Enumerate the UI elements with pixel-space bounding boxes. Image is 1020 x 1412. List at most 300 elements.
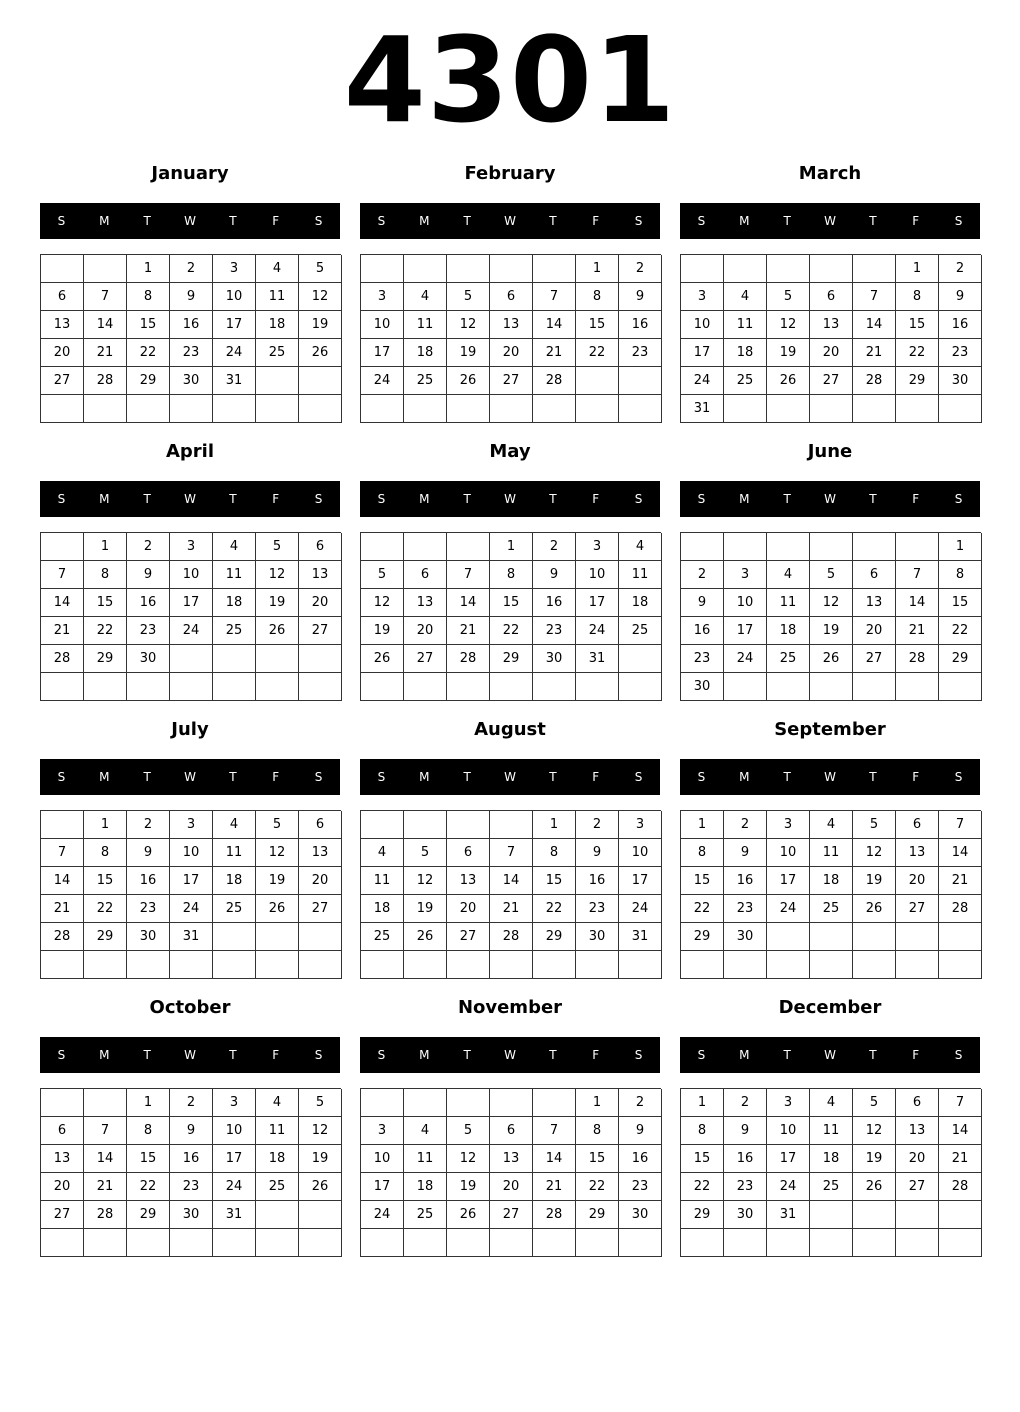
- weekday-label: W: [824, 214, 836, 228]
- day-cell: 3: [213, 255, 256, 283]
- day-cell: 22: [490, 617, 533, 645]
- day-cell: 10: [681, 311, 724, 339]
- day-cell: 6: [896, 1089, 939, 1117]
- day-cell: 25: [256, 339, 299, 367]
- empty-day-cell: [896, 673, 939, 701]
- empty-day-cell: [853, 533, 896, 561]
- empty-day-cell: [853, 951, 896, 979]
- day-cell: 11: [810, 839, 853, 867]
- day-cell: 9: [724, 1117, 767, 1145]
- empty-day-cell: [853, 1229, 896, 1257]
- weekday-header: [40, 759, 340, 795]
- weekday-label: M: [99, 1048, 110, 1062]
- weekday-label: T: [229, 492, 237, 506]
- day-cell: 1: [939, 533, 982, 561]
- day-cell: 17: [724, 617, 767, 645]
- day-cell: 4: [619, 533, 662, 561]
- empty-day-cell: [447, 395, 490, 423]
- day-cell: 9: [576, 839, 619, 867]
- day-cell: 28: [939, 895, 982, 923]
- day-cell: 30: [681, 673, 724, 701]
- day-cell: 7: [84, 1117, 127, 1145]
- weekday-label: M: [739, 214, 750, 228]
- day-cell: 24: [619, 895, 662, 923]
- weekday-label: M: [419, 770, 430, 784]
- weekday-label: F: [592, 214, 600, 228]
- weekday-label: T: [463, 214, 471, 228]
- day-cell: 24: [724, 645, 767, 673]
- month-name: January: [151, 163, 229, 184]
- day-cell: 18: [810, 1145, 853, 1173]
- day-cell: 31: [619, 923, 662, 951]
- day-cell: 25: [404, 367, 447, 395]
- day-cell: 23: [619, 1173, 662, 1201]
- day-cell: 15: [127, 311, 170, 339]
- day-cell: 6: [853, 561, 896, 589]
- day-cell: 29: [84, 645, 127, 673]
- empty-day-cell: [256, 1229, 299, 1257]
- day-cell: 11: [767, 589, 810, 617]
- day-cell: 2: [576, 811, 619, 839]
- day-cell: 14: [533, 1145, 576, 1173]
- weekday-label: F: [912, 492, 920, 506]
- day-cell: 9: [619, 283, 662, 311]
- weekday-label: W: [184, 492, 196, 506]
- day-cell: 2: [681, 561, 724, 589]
- month-april: [40, 438, 340, 710]
- day-cell: 10: [767, 839, 810, 867]
- weekday-label: W: [824, 492, 836, 506]
- day-cell: 27: [896, 1173, 939, 1201]
- day-cell: 24: [767, 895, 810, 923]
- empty-day-cell: [404, 951, 447, 979]
- day-cell: 24: [576, 617, 619, 645]
- day-cell: 25: [361, 923, 404, 951]
- empty-day-cell: [533, 395, 576, 423]
- day-cell: 16: [576, 867, 619, 895]
- day-cell: 16: [127, 867, 170, 895]
- weekday-label: S: [697, 770, 706, 784]
- empty-day-cell: [170, 951, 213, 979]
- day-cell: 25: [213, 617, 256, 645]
- day-cell: 22: [681, 1173, 724, 1201]
- day-cell: 4: [810, 811, 853, 839]
- empty-day-cell: [256, 923, 299, 951]
- day-cell: 25: [724, 367, 767, 395]
- day-cell: 20: [853, 617, 896, 645]
- day-cell: 8: [896, 283, 939, 311]
- empty-day-cell: [447, 1089, 490, 1117]
- day-cell: 23: [127, 617, 170, 645]
- day-cell: 2: [724, 1089, 767, 1117]
- day-cell: 9: [619, 1117, 662, 1145]
- day-cell: 12: [361, 589, 404, 617]
- weekday-label: T: [869, 492, 877, 506]
- weekday-header: [680, 203, 980, 239]
- empty-day-cell: [767, 951, 810, 979]
- weekday-label: S: [314, 492, 323, 506]
- empty-day-cell: [404, 1089, 447, 1117]
- day-cell: 25: [767, 645, 810, 673]
- day-cell: 20: [299, 589, 342, 617]
- day-cell: 31: [170, 923, 213, 951]
- day-cell: 3: [361, 1117, 404, 1145]
- day-cell: 4: [213, 533, 256, 561]
- empty-day-cell: [41, 1229, 84, 1257]
- month-name: February: [464, 163, 556, 184]
- weekday-label: S: [634, 770, 643, 784]
- day-cell: 16: [619, 311, 662, 339]
- empty-day-cell: [681, 255, 724, 283]
- day-cell: 29: [939, 645, 982, 673]
- weekday-label: W: [184, 770, 196, 784]
- weekday-label: S: [634, 492, 643, 506]
- weekday-label: T: [783, 770, 791, 784]
- empty-day-cell: [490, 1229, 533, 1257]
- empty-day-cell: [170, 645, 213, 673]
- day-cell: 12: [810, 589, 853, 617]
- day-cell: 16: [724, 867, 767, 895]
- weekday-header: [680, 759, 980, 795]
- empty-day-cell: [84, 255, 127, 283]
- day-cell: 12: [256, 561, 299, 589]
- weekday-label: T: [549, 770, 557, 784]
- day-cell: 27: [810, 367, 853, 395]
- day-cell: 9: [170, 283, 213, 311]
- day-cell: 10: [170, 561, 213, 589]
- empty-day-cell: [256, 1201, 299, 1229]
- day-cell: 8: [576, 283, 619, 311]
- day-cell: 12: [256, 839, 299, 867]
- day-cell: 9: [533, 561, 576, 589]
- empty-day-cell: [256, 951, 299, 979]
- day-cell: 29: [896, 367, 939, 395]
- day-cell: 20: [299, 867, 342, 895]
- day-cell: 4: [256, 1089, 299, 1117]
- weekday-label: F: [912, 1048, 920, 1062]
- month-name: March: [798, 163, 862, 184]
- empty-day-cell: [361, 395, 404, 423]
- empty-day-cell: [681, 533, 724, 561]
- day-cell: 26: [767, 367, 810, 395]
- day-cell: 16: [681, 617, 724, 645]
- day-cell: 2: [619, 1089, 662, 1117]
- empty-day-cell: [490, 673, 533, 701]
- day-cell: 15: [127, 1145, 170, 1173]
- empty-day-cell: [490, 811, 533, 839]
- day-cell: 22: [127, 1173, 170, 1201]
- weekday-label: M: [739, 770, 750, 784]
- day-cell: 19: [299, 311, 342, 339]
- empty-day-cell: [127, 395, 170, 423]
- day-cell: 1: [533, 811, 576, 839]
- day-cell: 1: [576, 1089, 619, 1117]
- day-cell: 5: [853, 1089, 896, 1117]
- day-cell: 10: [767, 1117, 810, 1145]
- weekday-label: T: [869, 214, 877, 228]
- day-cell: 28: [447, 645, 490, 673]
- day-cell: 8: [84, 839, 127, 867]
- day-cell: 22: [576, 339, 619, 367]
- empty-day-cell: [896, 923, 939, 951]
- empty-day-cell: [724, 255, 767, 283]
- day-cell: 21: [533, 339, 576, 367]
- empty-day-cell: [810, 395, 853, 423]
- weekday-label: T: [229, 770, 237, 784]
- weekday-label: S: [634, 214, 643, 228]
- day-cell: 28: [533, 1201, 576, 1229]
- day-cell: 14: [896, 589, 939, 617]
- empty-day-cell: [447, 673, 490, 701]
- empty-day-cell: [447, 255, 490, 283]
- day-cell: 5: [404, 839, 447, 867]
- empty-day-cell: [810, 951, 853, 979]
- day-cell: 26: [810, 645, 853, 673]
- month-may: [360, 438, 660, 710]
- day-cell: 18: [404, 339, 447, 367]
- day-cell: 17: [767, 1145, 810, 1173]
- empty-day-cell: [724, 1229, 767, 1257]
- day-cell: 12: [299, 283, 342, 311]
- empty-day-cell: [127, 951, 170, 979]
- day-cell: 3: [767, 811, 810, 839]
- day-cell: 30: [724, 1201, 767, 1229]
- day-cell: 26: [853, 1173, 896, 1201]
- empty-day-cell: [404, 1229, 447, 1257]
- day-cell: 2: [127, 533, 170, 561]
- day-cell: 20: [490, 339, 533, 367]
- day-cell: 10: [576, 561, 619, 589]
- day-cell: 13: [490, 311, 533, 339]
- empty-day-cell: [170, 673, 213, 701]
- empty-day-cell: [127, 1229, 170, 1257]
- day-cell: 8: [127, 283, 170, 311]
- days-grid: [40, 810, 341, 979]
- day-cell: 30: [533, 645, 576, 673]
- day-cell: 7: [853, 283, 896, 311]
- day-cell: 17: [767, 867, 810, 895]
- day-cell: 28: [490, 923, 533, 951]
- empty-day-cell: [299, 951, 342, 979]
- weekday-label: T: [463, 1048, 471, 1062]
- weekday-label: F: [592, 770, 600, 784]
- month-october: [40, 994, 340, 1266]
- day-cell: 26: [299, 1173, 342, 1201]
- empty-day-cell: [299, 1201, 342, 1229]
- day-cell: 13: [896, 839, 939, 867]
- day-cell: 3: [170, 811, 213, 839]
- weekday-label: W: [824, 1048, 836, 1062]
- day-cell: 14: [447, 589, 490, 617]
- empty-day-cell: [41, 1089, 84, 1117]
- empty-day-cell: [681, 951, 724, 979]
- day-cell: 28: [41, 923, 84, 951]
- empty-day-cell: [767, 1229, 810, 1257]
- day-cell: 10: [170, 839, 213, 867]
- weekday-label: S: [57, 1048, 66, 1062]
- weekday-header: [360, 203, 660, 239]
- empty-day-cell: [256, 673, 299, 701]
- day-cell: 6: [299, 811, 342, 839]
- day-cell: 25: [810, 895, 853, 923]
- weekday-label: T: [869, 770, 877, 784]
- day-cell: 16: [619, 1145, 662, 1173]
- day-cell: 24: [170, 617, 213, 645]
- empty-day-cell: [576, 367, 619, 395]
- day-cell: 17: [361, 1173, 404, 1201]
- day-cell: 15: [681, 867, 724, 895]
- day-cell: 11: [724, 311, 767, 339]
- day-cell: 10: [213, 1117, 256, 1145]
- day-cell: 16: [533, 589, 576, 617]
- weekday-label: M: [419, 492, 430, 506]
- day-cell: 28: [853, 367, 896, 395]
- day-cell: 21: [41, 895, 84, 923]
- day-cell: 23: [939, 339, 982, 367]
- empty-day-cell: [41, 951, 84, 979]
- day-cell: 21: [84, 1173, 127, 1201]
- month-november: [360, 994, 660, 1266]
- empty-day-cell: [853, 395, 896, 423]
- day-cell: 11: [619, 561, 662, 589]
- day-cell: 11: [256, 283, 299, 311]
- empty-day-cell: [533, 951, 576, 979]
- empty-day-cell: [404, 811, 447, 839]
- day-cell: 1: [896, 255, 939, 283]
- weekday-label: T: [869, 1048, 877, 1062]
- empty-day-cell: [213, 1229, 256, 1257]
- day-cell: 5: [256, 533, 299, 561]
- day-cell: 8: [533, 839, 576, 867]
- day-cell: 19: [853, 867, 896, 895]
- day-cell: 6: [896, 811, 939, 839]
- day-cell: 18: [213, 589, 256, 617]
- day-cell: 23: [724, 895, 767, 923]
- day-cell: 14: [84, 311, 127, 339]
- month-september: [680, 716, 980, 988]
- empty-day-cell: [810, 1229, 853, 1257]
- day-cell: 30: [170, 367, 213, 395]
- weekday-label: M: [99, 214, 110, 228]
- month-name: September: [774, 719, 886, 740]
- day-cell: 4: [724, 283, 767, 311]
- day-cell: 14: [533, 311, 576, 339]
- day-cell: 9: [681, 589, 724, 617]
- empty-day-cell: [853, 255, 896, 283]
- day-cell: 26: [404, 923, 447, 951]
- day-cell: 26: [853, 895, 896, 923]
- day-cell: 6: [810, 283, 853, 311]
- day-cell: 8: [490, 561, 533, 589]
- days-grid: [360, 810, 661, 979]
- day-cell: 6: [490, 283, 533, 311]
- day-cell: 20: [810, 339, 853, 367]
- day-cell: 24: [681, 367, 724, 395]
- day-cell: 18: [404, 1173, 447, 1201]
- day-cell: 24: [170, 895, 213, 923]
- day-cell: 20: [41, 339, 84, 367]
- weekday-label: S: [697, 492, 706, 506]
- empty-day-cell: [361, 533, 404, 561]
- empty-day-cell: [361, 1089, 404, 1117]
- day-cell: 16: [724, 1145, 767, 1173]
- day-cell: 19: [256, 589, 299, 617]
- day-cell: 5: [447, 283, 490, 311]
- weekday-label: S: [634, 1048, 643, 1062]
- day-cell: 2: [619, 255, 662, 283]
- empty-day-cell: [896, 533, 939, 561]
- empty-day-cell: [896, 951, 939, 979]
- empty-day-cell: [896, 1201, 939, 1229]
- weekday-label: T: [143, 770, 151, 784]
- day-cell: 19: [299, 1145, 342, 1173]
- weekday-label: W: [184, 1048, 196, 1062]
- day-cell: 7: [447, 561, 490, 589]
- empty-day-cell: [853, 923, 896, 951]
- month-february: [360, 160, 660, 432]
- day-cell: 6: [490, 1117, 533, 1145]
- empty-day-cell: [404, 395, 447, 423]
- day-cell: 17: [619, 867, 662, 895]
- day-cell: 21: [41, 617, 84, 645]
- empty-day-cell: [939, 1201, 982, 1229]
- day-cell: 13: [299, 839, 342, 867]
- weekday-label: S: [57, 770, 66, 784]
- empty-day-cell: [853, 1201, 896, 1229]
- weekday-label: S: [954, 1048, 963, 1062]
- month-june: [680, 438, 980, 710]
- day-cell: 30: [127, 923, 170, 951]
- day-cell: 15: [896, 311, 939, 339]
- day-cell: 28: [84, 1201, 127, 1229]
- day-cell: 3: [619, 811, 662, 839]
- day-cell: 13: [490, 1145, 533, 1173]
- day-cell: 6: [404, 561, 447, 589]
- day-cell: 26: [447, 367, 490, 395]
- weekday-label: W: [504, 1048, 516, 1062]
- empty-day-cell: [896, 1229, 939, 1257]
- day-cell: 30: [170, 1201, 213, 1229]
- month-name: November: [457, 997, 563, 1018]
- empty-day-cell: [213, 395, 256, 423]
- day-cell: 10: [361, 311, 404, 339]
- weekday-header: [360, 1037, 660, 1073]
- day-cell: 14: [41, 867, 84, 895]
- weekday-label: F: [272, 770, 280, 784]
- day-cell: 25: [256, 1173, 299, 1201]
- day-cell: 11: [404, 1145, 447, 1173]
- day-cell: 26: [361, 645, 404, 673]
- empty-day-cell: [939, 1229, 982, 1257]
- empty-day-cell: [939, 951, 982, 979]
- empty-day-cell: [767, 533, 810, 561]
- day-cell: 13: [41, 1145, 84, 1173]
- day-cell: 16: [939, 311, 982, 339]
- day-cell: 9: [127, 561, 170, 589]
- day-cell: 24: [767, 1173, 810, 1201]
- day-cell: 18: [213, 867, 256, 895]
- weekday-label: S: [697, 214, 706, 228]
- day-cell: 14: [853, 311, 896, 339]
- day-cell: 27: [447, 923, 490, 951]
- day-cell: 28: [84, 367, 127, 395]
- day-cell: 23: [619, 339, 662, 367]
- empty-day-cell: [404, 673, 447, 701]
- day-cell: 15: [490, 589, 533, 617]
- day-cell: 20: [41, 1173, 84, 1201]
- day-cell: 22: [681, 895, 724, 923]
- day-cell: 30: [127, 645, 170, 673]
